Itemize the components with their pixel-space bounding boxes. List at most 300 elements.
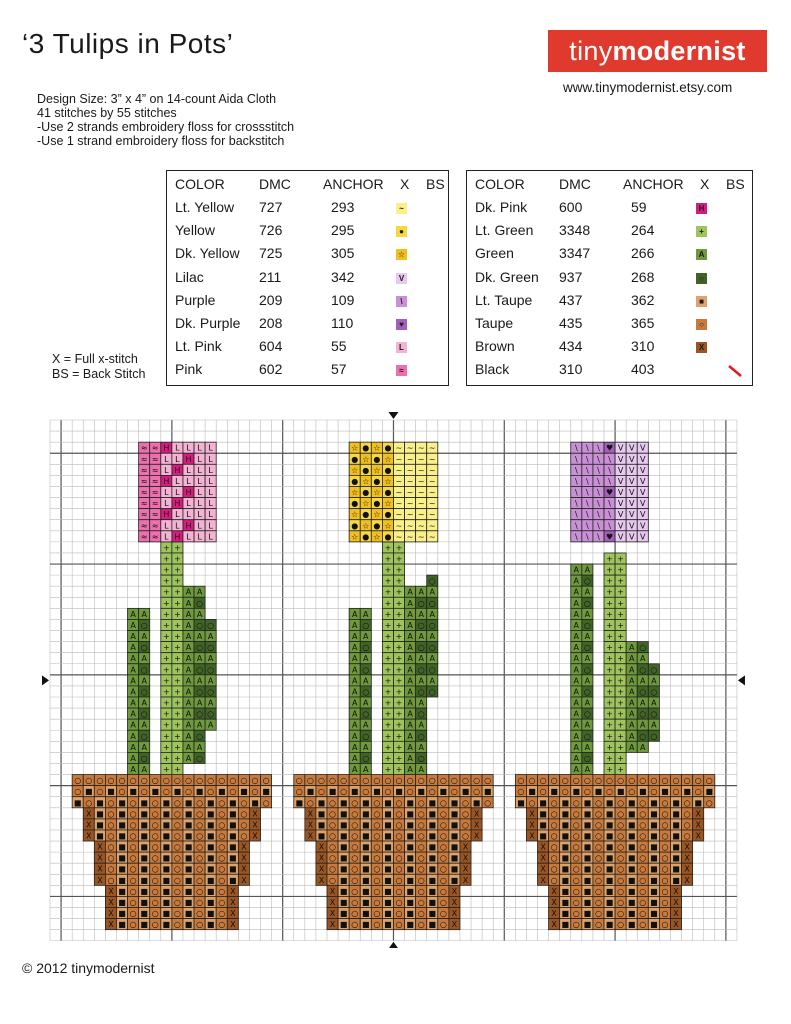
stitch-symbol: ○: [251, 776, 259, 786]
stitch-symbol: ○: [617, 875, 625, 885]
key-anchor: 264: [631, 222, 655, 239]
stitch-symbol: ○: [550, 809, 558, 819]
stitch-symbol: ○: [395, 920, 403, 930]
stitch-symbol: ○: [617, 909, 625, 919]
stitch-symbol: ○: [107, 875, 115, 885]
stitch-symbol: ●: [384, 443, 392, 453]
stitch-symbol: A: [130, 698, 136, 708]
stitch-symbol: ■: [206, 809, 215, 819]
stitch-symbol: ○: [240, 820, 248, 830]
stitch-symbol: +: [617, 587, 624, 597]
stitch-symbol: A: [185, 742, 192, 752]
stitch-symbol: ■: [162, 831, 171, 841]
stitch-symbol: \: [597, 521, 600, 531]
key-dmc: 726: [259, 222, 283, 239]
stitch-symbol: ■: [184, 909, 193, 919]
stitch-symbol: \: [608, 476, 611, 486]
key-row: [467, 269, 752, 292]
stitch-symbol: ○: [373, 798, 381, 808]
stitch-symbol: A: [207, 720, 214, 730]
stitch-symbol: ≈: [151, 532, 159, 542]
stitch-symbol: +: [174, 765, 181, 775]
stitch-symbol: ○: [639, 897, 647, 907]
stitch-symbol: +: [384, 632, 392, 642]
stitch-symbol: X: [318, 842, 325, 852]
stitch-symbol: ■: [539, 809, 547, 819]
stitch-symbol: ■: [650, 820, 658, 830]
stitch-symbol: ○: [151, 831, 159, 841]
stitch-symbol: ○: [351, 897, 359, 907]
stitch-symbol: ○: [395, 864, 403, 874]
stitch-symbol: ■: [672, 875, 680, 885]
stitch-symbol: X: [551, 920, 557, 930]
stitch-symbol: ○: [583, 709, 591, 719]
key-anchor: 403: [631, 361, 655, 378]
stitch-symbol: A: [363, 698, 369, 708]
stitch-symbol: ●: [384, 510, 392, 520]
stitch-symbol: ■: [384, 820, 392, 830]
stitch-symbol: ☆: [362, 499, 370, 509]
stitch-symbol: +: [395, 731, 403, 741]
stitch-symbol: A: [628, 676, 635, 686]
website-url[interactable]: www.tinymodernist.etsy.com: [563, 80, 733, 95]
stitch-symbol: ■: [140, 897, 148, 907]
stitch-symbol: A: [640, 720, 646, 730]
stitch-symbol: A: [584, 720, 591, 730]
stitch-symbol: ■: [384, 798, 392, 808]
stitch-symbol: ○: [151, 842, 159, 852]
stitch-symbol: ○: [351, 875, 359, 885]
stitch-symbol: ■: [583, 809, 592, 819]
stitch-symbol: +: [384, 543, 392, 553]
stitch-symbol: ○: [196, 820, 204, 830]
legend-line: BS = Back Stitch: [52, 367, 146, 381]
stitch-symbol: ○: [173, 776, 181, 786]
stitch-symbol: X: [451, 897, 458, 907]
stitch-symbol: L: [197, 510, 202, 520]
stitch-symbol: ■: [184, 842, 193, 852]
stitch-symbol: ○: [661, 798, 669, 808]
stitch-symbol: ~: [417, 510, 425, 520]
stitch-symbol: ■: [583, 920, 592, 930]
stitch-symbol: ○: [162, 776, 170, 786]
stitch-symbol: ■: [650, 809, 658, 819]
stitch-symbol: ○: [151, 853, 159, 863]
stitch-symbol: ■: [605, 886, 614, 896]
stitch-symbol: ○: [606, 787, 614, 797]
stitch-symbol: \: [574, 465, 578, 475]
stitch-symbol: ~: [406, 443, 414, 453]
stitch-symbol: ○: [395, 897, 403, 907]
stitch-symbol: ○: [417, 620, 425, 630]
stitch-symbol: ○: [173, 831, 181, 841]
stitch-symbol: A: [573, 698, 580, 708]
key-anchor: 59: [631, 199, 647, 215]
key-header-cell: DMC: [559, 176, 591, 192]
stitch-symbol: ○: [528, 798, 536, 808]
stitch-symbol: +: [174, 554, 181, 564]
stitch-symbol: ○: [395, 776, 403, 786]
stitch-symbol: ■: [118, 820, 126, 830]
stitch-symbol: A: [651, 698, 657, 708]
stitch-symbol: ■: [118, 886, 126, 896]
stitch-symbol: V: [628, 499, 635, 509]
stitch-symbol: A: [130, 654, 136, 664]
stitch-symbol: X: [318, 864, 325, 874]
stitch-symbol: A: [196, 676, 203, 686]
stitch-symbol: X: [329, 886, 336, 896]
stitch-symbol: ■: [406, 920, 414, 930]
stitch-symbol: ■: [162, 920, 171, 930]
stitch-symbol: ■: [605, 875, 614, 885]
stitch-symbol: ○: [207, 620, 215, 630]
stitch-symbol: ■: [406, 820, 414, 830]
stitch-symbol: ■: [583, 820, 592, 830]
stitch-symbol: X: [329, 897, 336, 907]
stitch-symbol: ■: [140, 864, 148, 874]
stitch-symbol: A: [130, 742, 136, 752]
stitch-symbol: H: [174, 465, 181, 475]
stitch-symbol: A: [407, 676, 413, 686]
stitch-symbol: V: [640, 454, 646, 464]
stitch-symbol: +: [395, 632, 403, 642]
stitch-symbol: ○: [583, 643, 591, 653]
stitch-symbol: ♥: [605, 488, 614, 498]
key-row: [467, 361, 752, 384]
stitch-symbol: ○: [373, 886, 381, 896]
stitch-symbol: ☆: [351, 443, 359, 453]
stitch-symbol: ≈: [151, 488, 159, 498]
stitch-symbol: ■: [428, 809, 437, 819]
stitch-symbol: ■: [428, 798, 437, 808]
stitch-symbol: A: [351, 620, 358, 630]
stitch-symbol: A: [351, 665, 358, 675]
brand-logo: [548, 30, 767, 72]
stitch-symbol: ○: [362, 787, 370, 797]
stitch-symbol: \: [586, 476, 589, 486]
stitch-symbol: ■: [118, 798, 126, 808]
stitch-symbol: ■: [483, 787, 492, 797]
stitch-symbol: ○: [107, 864, 115, 874]
stitch-symbol: ■: [118, 897, 126, 907]
stitch-symbol: ○: [417, 709, 425, 719]
stitch-symbol: X: [108, 897, 114, 907]
stitch-symbol: +: [617, 687, 624, 697]
stitch-symbol: V: [628, 443, 635, 453]
stitch-symbol: ■: [428, 909, 437, 919]
info-line: -Use 2 strands embroidery floss for crossstitch: [37, 120, 295, 134]
stitch-symbol: ○: [351, 820, 359, 830]
stitch-symbol: ~: [428, 476, 436, 486]
key-anchor: 365: [631, 315, 655, 331]
stitch-symbol: ~: [406, 488, 414, 498]
stitch-symbol: ○: [362, 731, 370, 741]
stitch-symbol: +: [162, 731, 170, 741]
stitch-symbol: ■: [96, 809, 104, 819]
stitch-symbol: ■: [162, 875, 171, 885]
stitch-symbol: ☆: [373, 488, 381, 498]
color-swatch: V: [396, 273, 407, 284]
stitch-symbol: ■: [650, 875, 658, 885]
stitch-symbol: A: [407, 643, 413, 653]
stitch-symbol: ○: [151, 864, 159, 874]
stitch-symbol: ○: [650, 687, 658, 697]
stitch-symbol: \: [574, 454, 578, 464]
key-name: Lt. Green: [475, 222, 534, 239]
stitch-symbol: A: [351, 609, 358, 619]
stitch-symbol: ●: [373, 521, 381, 531]
stitch-symbol: ○: [140, 643, 148, 653]
stitch-symbol: ■: [306, 787, 315, 797]
stitch-symbol: +: [162, 720, 170, 730]
stitch-symbol: ○: [151, 897, 159, 907]
stitch-symbol: +: [384, 654, 392, 664]
key-dmc: 211: [259, 268, 282, 285]
stitch-symbol: L: [208, 499, 213, 509]
stitch-symbol: ○: [74, 787, 82, 797]
stitch-symbol: ○: [639, 909, 647, 919]
stitch-symbol: ○: [306, 776, 314, 786]
stitch-symbol: A: [130, 643, 136, 653]
stitch-symbol: ○: [462, 809, 469, 819]
stitch-symbol: ○: [417, 886, 425, 896]
stitch-symbol: X: [673, 886, 679, 896]
stitch-symbol: ○: [218, 864, 226, 874]
key-row: [467, 222, 752, 245]
stitch-symbol: ○: [561, 787, 569, 797]
stitch-symbol: A: [351, 676, 358, 686]
stitch-symbol: ○: [428, 665, 436, 675]
stitch-symbol: ○: [129, 776, 137, 786]
stitch-symbol: ■: [206, 886, 215, 896]
stitch-symbol: ■: [583, 831, 592, 841]
stitch-symbol: +: [174, 543, 181, 553]
stitch-symbol: ○: [207, 665, 215, 675]
stitch-symbol: ■: [650, 831, 658, 841]
stitch-symbol: ○: [351, 831, 359, 841]
stitch-symbol: +: [384, 765, 392, 775]
stitch-symbol: ≈: [140, 454, 148, 464]
stitch-symbol: V: [640, 443, 646, 453]
stitch-symbol: ■: [84, 787, 93, 797]
stitch-symbol: +: [162, 676, 170, 686]
stitch-symbol: ○: [639, 886, 647, 896]
stitch-symbol: ~: [395, 532, 403, 542]
stitch-symbol: ○: [484, 798, 492, 808]
stitch-symbol: ■: [229, 864, 237, 874]
stitch-symbol: ■: [428, 842, 437, 852]
stitch-symbol: A: [351, 687, 358, 697]
stitch-symbol: ○: [351, 853, 359, 863]
stitch-symbol: ○: [129, 920, 137, 930]
stitch-symbol: ○: [661, 820, 669, 830]
stitch-symbol: ■: [406, 798, 414, 808]
stitch-symbol: ○: [107, 776, 115, 786]
stitch-symbol: ■: [140, 853, 148, 863]
stitch-symbol: ●: [362, 532, 370, 542]
stitch-symbol: ■: [217, 787, 226, 797]
stitch-symbol: ○: [683, 798, 691, 808]
key-name: Lt. Taupe: [475, 291, 533, 308]
stitch-symbol: ■: [229, 809, 237, 819]
stitch-symbol: ○: [439, 909, 447, 919]
stitch-symbol: X: [684, 875, 690, 885]
stitch-symbol: V: [640, 521, 646, 531]
stitch-symbol: ■: [605, 853, 614, 863]
stitch-symbol: +: [395, 643, 403, 653]
stitch-symbol: A: [584, 609, 591, 619]
stitch-symbol: A: [640, 654, 646, 664]
stitch-symbol: A: [351, 654, 358, 664]
stitch-symbol: +: [395, 609, 403, 619]
stitch-symbol: ○: [462, 798, 469, 808]
stitch-symbol: ■: [339, 875, 348, 885]
stitch-symbol: ☆: [362, 454, 370, 464]
stitch-symbol: V: [617, 476, 624, 486]
stitch-symbol: ○: [173, 897, 181, 907]
stitch-symbol: ○: [417, 853, 425, 863]
stitch-symbol: ○: [484, 776, 492, 786]
stitch-symbol: ■: [605, 820, 614, 830]
stitch-symbol: ○: [650, 665, 658, 675]
stitch-symbol: +: [617, 676, 624, 686]
stitch-symbol: +: [174, 753, 181, 763]
stitch-symbol: +: [384, 709, 392, 719]
stitch-symbol: ○: [329, 809, 337, 819]
stitch-symbol: L: [197, 454, 202, 464]
stitch-symbol: ■: [96, 820, 104, 830]
stitch-symbol: ○: [550, 820, 558, 830]
stitch-symbol: ☆: [351, 488, 359, 498]
stitch-symbol: ■: [162, 864, 171, 874]
stitch-symbol: ○: [628, 787, 636, 797]
stitch-symbol: +: [384, 731, 392, 741]
stitch-symbol: L: [175, 443, 180, 453]
stitch-symbol: ■: [627, 809, 636, 819]
stitch-symbol: ○: [140, 753, 148, 763]
stitch-symbol: H: [185, 454, 192, 464]
stitch-symbol: ○: [617, 809, 625, 819]
stitch-symbol: ○: [572, 842, 580, 852]
stitch-symbol: A: [351, 731, 358, 741]
key-dmc: 602: [259, 361, 283, 378]
stitch-symbol: ■: [184, 897, 193, 907]
stitch-symbol: ○: [572, 798, 580, 808]
key-header-cell: BS: [426, 176, 445, 192]
stitch-symbol: +: [606, 554, 613, 564]
stitch-symbol: X: [86, 831, 92, 841]
color-swatch: L: [396, 342, 407, 353]
stitch-symbol: ○: [572, 809, 580, 819]
stitch-symbol: ■: [361, 909, 370, 919]
stitch-symbol: X: [473, 831, 480, 841]
stitch-symbol: X: [86, 809, 92, 819]
stitch-symbol: \: [574, 521, 578, 531]
key-header-cell: BS: [726, 176, 745, 192]
stitch-symbol: +: [395, 565, 403, 575]
stitch-symbol: +: [617, 665, 624, 675]
stitch-symbol: ○: [329, 864, 337, 874]
stitch-symbol: ≈: [140, 443, 148, 453]
brand-light: tiny: [569, 35, 613, 66]
stitch-symbol: ●: [373, 499, 381, 509]
stitch-symbol: ■: [184, 886, 193, 896]
stitch-symbol: ○: [306, 798, 314, 808]
stitch-symbol: +: [384, 620, 392, 630]
stitch-symbol: ■: [339, 853, 348, 863]
stitch-symbol: ■: [428, 886, 437, 896]
stitch-symbol: ○: [351, 909, 359, 919]
stitch-symbol: ○: [550, 798, 558, 808]
stitch-symbol: X: [684, 853, 690, 863]
stitch-symbol: ■: [627, 897, 636, 907]
stitch-symbol: ≈: [151, 476, 159, 486]
stitch-symbol: ■: [561, 798, 570, 808]
stitch-symbol: A: [429, 587, 436, 597]
color-swatch: ○: [696, 319, 707, 330]
stitch-symbol: +: [174, 665, 181, 675]
stitch-symbol: +: [617, 720, 624, 730]
stitch-symbol: V: [640, 465, 646, 475]
stitch-symbol: \: [586, 488, 589, 498]
stitch-symbol: A: [351, 720, 358, 730]
stitch-symbol: ○: [428, 776, 436, 786]
stitch-symbol: A: [351, 709, 358, 719]
key-anchor: 293: [331, 199, 355, 215]
color-swatch: ○: [696, 273, 707, 284]
stitch-symbol: ■: [627, 842, 636, 852]
stitch-symbol: X: [529, 809, 535, 819]
stitch-symbol: ○: [196, 620, 204, 630]
stitch-symbol: ○: [173, 798, 181, 808]
stitch-symbol: ○: [240, 809, 248, 819]
stitch-symbol: \: [597, 532, 600, 542]
stitch-symbol: X: [695, 820, 701, 830]
stitch-symbol: A: [418, 765, 424, 775]
stitch-symbol: X: [318, 875, 325, 885]
stitch-symbol: ■: [384, 897, 392, 907]
stitch-symbol: ○: [661, 897, 669, 907]
stitch-symbol: ○: [240, 831, 248, 841]
stitch-symbol: A: [196, 654, 203, 664]
stitch-symbol: ○: [439, 831, 447, 841]
stitch-symbol: ○: [639, 687, 647, 697]
stitch-symbol: V: [617, 532, 624, 542]
stitch-symbol: X: [241, 864, 247, 874]
stitch-symbol: ○: [661, 909, 669, 919]
stitch-symbol: X: [230, 909, 236, 919]
stitch-symbol: +: [174, 698, 181, 708]
stitch-symbol: A: [407, 709, 413, 719]
stitch-symbol: ~: [428, 532, 436, 542]
key-dmc: 727: [259, 199, 283, 215]
stitch-symbol: ○: [384, 787, 392, 797]
stitch-symbol: A: [407, 598, 413, 608]
stitch-symbol: A: [351, 698, 358, 708]
stitch-symbol: ~: [395, 488, 403, 498]
stitch-symbol: V: [617, 521, 624, 531]
stitch-symbol: +: [395, 687, 403, 697]
stitch-symbol: ≈: [151, 454, 159, 464]
stitch-symbol: ■: [406, 842, 414, 852]
stitch-symbol: A: [573, 709, 580, 719]
stitch-symbol: ○: [207, 643, 215, 653]
stitch-symbol: X: [86, 820, 92, 830]
key-dmc: 604: [259, 338, 283, 355]
stitch-symbol: +: [395, 665, 403, 675]
stitch-symbol: +: [395, 698, 403, 708]
stitch-symbol: +: [162, 554, 170, 564]
